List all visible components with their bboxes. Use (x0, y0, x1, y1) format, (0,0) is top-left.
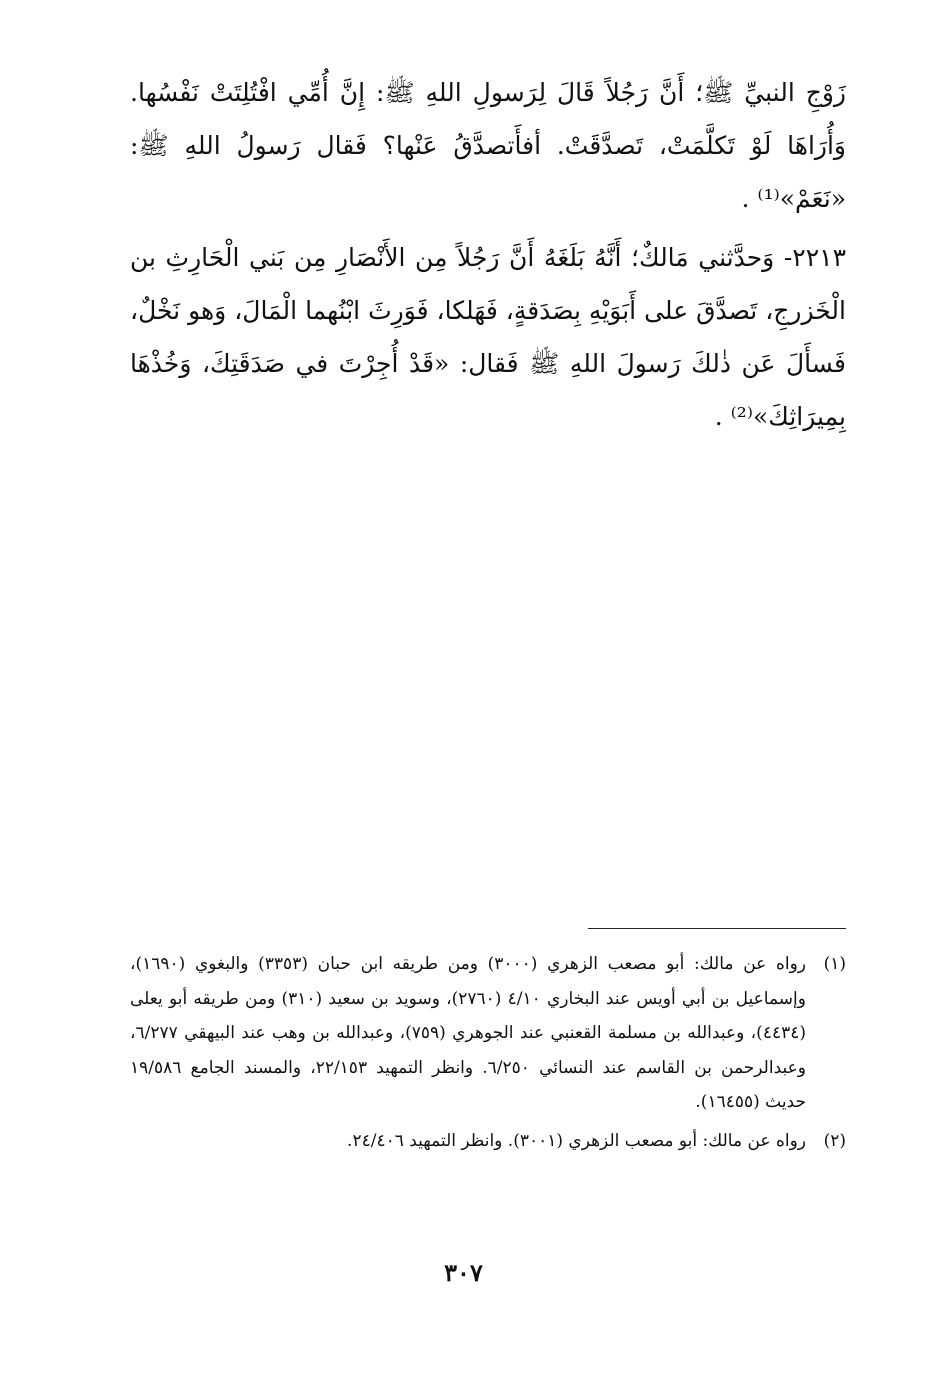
paragraph-2 (130, 231, 846, 443)
hadith-number: ٢٢١٣- (783, 243, 846, 272)
footnote-2 (130, 1124, 846, 1159)
footnote-divider (588, 928, 846, 929)
main-text (130, 66, 846, 443)
paragraph-2-text: وَحدَّثني مَالكٌ؛ أَنَّهُ بَلَغَهُ أَنَّ رَجُلاً مِن الأَنْصَارِ مِن بَني الْحَارِثِ بن الْخَزرجِ، تَصدَّقَ على أَبَوَيْهِ بِصَدَقةٍ، فَهَلكا، فَوَرِثَ ابْنُهما الْمَالَ، وَهو نَخْلٌ، فَسأَلَ عَن ذٰلكَ رَسولَ اللهِ ﷺ فَقال: «قَدْ أُجِرْتَ في صَدَقَتِكَ، وَخُذْهَا بِمِيرَاثِكَ»⁽²⁾ . (130, 243, 846, 431)
footnote-marker: (٢) (823, 1130, 846, 1151)
footnote-1 (130, 947, 846, 1120)
footnotes (130, 947, 846, 1158)
footnote-text: رواه عن مالك: أبو مصعب الزهري (٣٠٠١). وانظر التمهيد ٢٤/٤٠٦. (347, 1130, 806, 1151)
footnote-marker: (١) (823, 954, 846, 974)
footnote-text: رواه عن مالك: أبو مصعب الزهري (٣٠٠٠) ومن طريقه ابن حبان (٣٣٥٣) والبغوي (١٦٩٠)، وإسماعيل بن أبي أويس عند البخاري ٤/١٠ (٢٧٦٠)، وسويد بن سعيد (٣١٠) ومن طريقه أبو يعلى (٤٤٣٤)، وعبدالله بن مسلمة القعنبي عند الجوهري (٧٥٩)، وعبدالله بن وهب عند البيهقي ٦/٢٧٧، وعبدالرحمن بن القاسم عند النسائي ٦/٢٥٠. وانظر التمهيد ٢٢/١٥٣، والمسند الجامع ١٩/٥٨٦ حديث (١٦٤٥٥). (130, 954, 806, 1112)
page-number: ٣٠٧ (444, 1258, 483, 1287)
paragraph-1: زَوْجِ النبيِّ ﷺ؛ أَنَّ رَجُلاً قَالَ لِرَسولِ اللهِ ﷺ: إِنَّ أُمِّي افْتُلِتَتْ نَفْسُها. وَأُرَاهَا لَوْ تَكلَّمَتْ، تَصدَّقَتْ. أفأَتصدَّقُ عَنْها؟ فَقال رَسولُ اللهِ ﷺ: «نَعَمْ»⁽¹⁾ . (130, 78, 846, 213)
